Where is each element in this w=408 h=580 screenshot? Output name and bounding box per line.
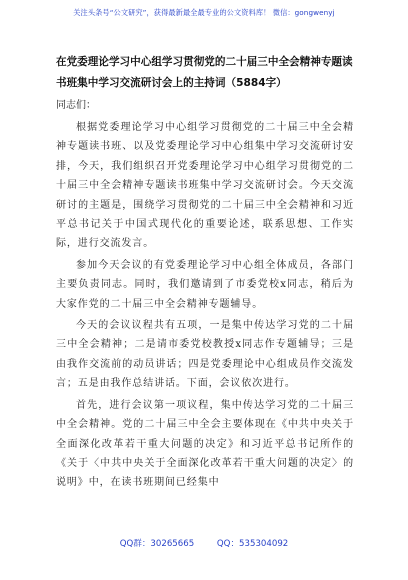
paragraph: 根据党委理论学习中心组学习贯彻党的二十届三中全会精神专题读书班、以及党委理论学习中心组集中学习交流研讨安排，今天，我们组织召开党委理论学习中心组学习贯彻党的二十届三中全会精神专题读书班集中学习交流研讨会。今天交流研讨的主题是，围绕学习贯彻党的二十届三中全会精神和习近平总书记关于中国式现代化的重要论述，联系思想、工作实际，进行交流发言。: [56, 122, 354, 250]
document-body: [56, 118, 354, 495]
paragraph: 参加今天会议的有党委理论学习中心组全体成员，各部门主要负责同志。同时，我们邀请到了市委党校x同志，稍后为大家作党的二十届三中全会精神专题辅导。: [56, 259, 354, 310]
document-title: 在党委理论学习中心组学习贯彻党的二十届三中全会精神专题读书班集中学习交流研讨会上的主持词（5884字）: [56, 56, 353, 89]
paragraph: 今天的会议议程共有五项，一是集中传达学习党的二十届三中全会精神；二是请市委党校教授x同志作专题辅导；三是由我作交流前的动员讲话；四是党委理论中心组成员作交流发言；五是由我作总结讲话。下面，会议依次进行。: [56, 320, 354, 390]
salutation: 同志们：: [56, 100, 96, 111]
qq-number: QQ：535304092: [216, 539, 289, 549]
footer: [0, 537, 408, 549]
qq-group: QQ群：30265665: [119, 539, 195, 549]
header-note: 关注头条号“公文研究”，获得最新最全最专业的公文资料库！ 微信：gongwenyj: [73, 8, 335, 17]
paragraph: 首先，进行会议第一项议程，集中传达学习党的二十届三中全会精神。党的二十届三中全会主要体现在《中共中央关于全面深化改革若干重大问题的决定》和习近平总书记所作的《关于〈中共中央关于全面深化改革若干重大问题的决定〉的说明》中，在读书班期间已经集中: [56, 399, 354, 489]
